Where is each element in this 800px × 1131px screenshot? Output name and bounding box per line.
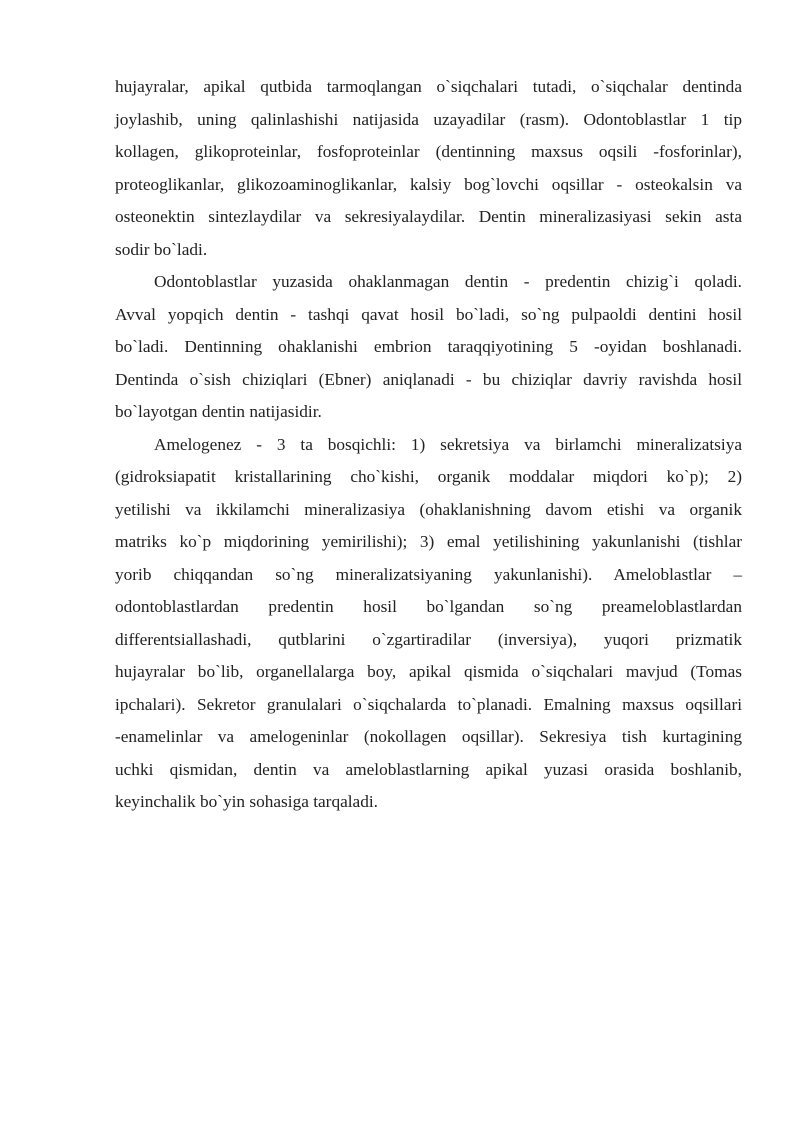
text-line: differentsiallashadi, qutblarini o`zgartiradilar (inversiya), yuqori prizmatik [115, 629, 742, 649]
text-line: bo`ladi. Dentinning ohaklanishi embrion taraqqiyotining 5 -oyidan boshlanadi. [115, 337, 742, 356]
text-line: ipchalari). Sekretor granulalari o`siqchalarda to`planadi. Emalning maxsus oqsillari [115, 694, 742, 714]
text-line: bo`layotgan dentin natijasidir. [115, 402, 322, 421]
body-text [115, 71, 742, 819]
text-line: uchki qismidan, dentin va ameloblastlarning apikal yuzasi orasida boshlanib, [115, 759, 742, 779]
text-line: sodir bo`ladi. [115, 239, 208, 259]
text-line: osteonektin sintezlaydilar va sekresiyalaydilar. Dentin mineralizasiyasi sekin asta [115, 207, 742, 226]
text-line: Avval yopqich dentin - tashqi qavat hosil bo`ladi, so`ng pulpaoldi dentini hosil [115, 304, 742, 324]
text-line: odontoblastlardan predentin hosil bo`lgandan so`ng preameloblastlardan [115, 597, 742, 616]
text-line: Odontoblastlar yuzasida ohaklanmagan dentin - predentin chizig`i qoladi. [154, 272, 742, 291]
text-line: hujayralar, apikal qutbida tarmoqlangan o`siqchalari tutadi, o`siqchalar dentinda [115, 77, 742, 96]
text-line: Amelogenez - 3 ta bosqichli: 1) sekretsiya va birlamchi mineralizatsiya [154, 434, 742, 454]
text-line: kollagen, glikoproteinlar, fosfoproteinlar (dentinning maxsus oqsili -fosforinlar), [115, 142, 742, 161]
text-line: -enamelinlar va amelogeninlar (nokollagen oqsillar). Sekresiya tish kurtagining [115, 727, 742, 746]
text-line: proteoglikanlar, glikozoaminoglikanlar, kalsiy bog`lovchi oqsillar - osteokalsin va [115, 174, 742, 194]
text-line: keyinchalik bo`yin sohasiga tarqaladi. [115, 792, 378, 811]
text-line: joylashib, uning qalinlashishi natijasida uzayadilar (rasm). Odontoblastlar 1 tip [115, 109, 742, 129]
text-line: yorib chiqqandan so`ng mineralizatsiyaning yakunlanishi). Ameloblastlar – [115, 564, 742, 584]
text-line: hujayralar bo`lib, organellalarga boy, apikal qismida o`siqchalari mavjud (Tomas [115, 662, 742, 681]
text-line: (gidroksiapatit kristallarining cho`kishi, organik moddalar miqdori ko`p); 2) [115, 467, 742, 486]
text-line: yetilishi va ikkilamchi mineralizasiya (ohaklanishning davom etishi va organik [115, 499, 742, 519]
text-line: matriks ko`p miqdorining yemirilishi); 3) emal yetilishining yakunlanishi (tishlar [115, 532, 742, 551]
text-line: Dentinda o`sish chiziqlari (Ebner) aniqlanadi - bu chiziqlar davriy ravishda hosil [115, 369, 742, 389]
